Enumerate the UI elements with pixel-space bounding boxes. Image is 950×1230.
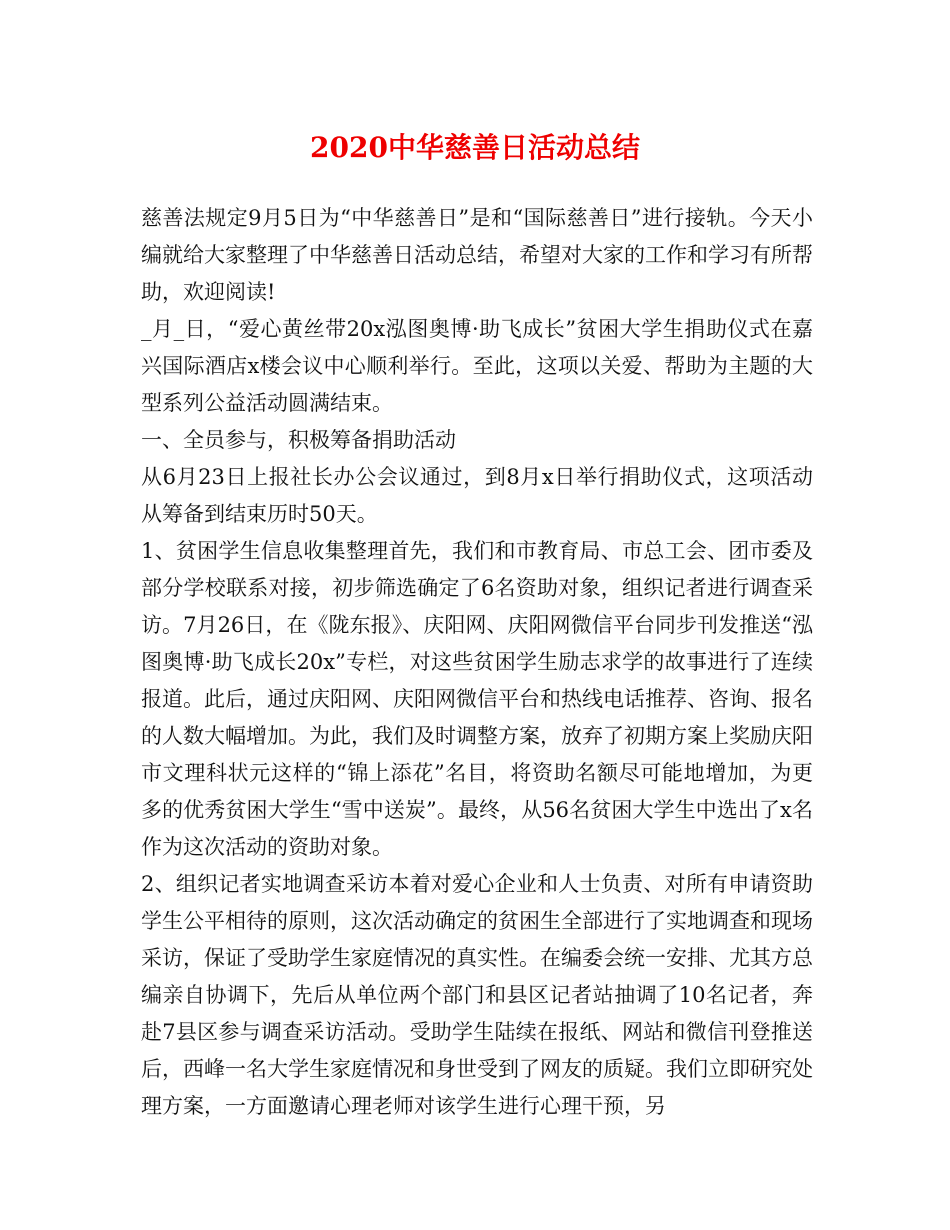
- document-title: 2020中华慈善日活动总结: [310, 131, 640, 164]
- event-paragraph: _月_日，“爱心黄丝带20x泓图奥博·助飞成长”贫困大学生捐助仪式在嘉兴国际酒店x楼会议中心顺利举行。至此，这项以关爱、帮助为主题的大型系列公益活动圆满结束。: [141, 317, 813, 415]
- info-collection-paragraph: 1、贫困学生信息收集整理首先，我们和市教育局、市总工会、团市委及部分学校联系对接，初步筛选确定了6名资助对象，组织记者进行调查采访。7月26日，在《陇东报》、庆阳网、庆阳网微信平台同步刊发推送“泓图奥博·助飞成长20x”专栏，对这些贫困学生励志求学的故事进行了连续报道。此后，通过庆阳网、庆阳网微信平台和热线电话推荐、咨询、报名的人数大幅增加。为此，我们及时调整方案，放弃了初期方案上奖励庆阳市文理科状元这样的“锦上添花”名目，将资助名额尽可能地增加，为更多的优秀贫困大学生“雪中送炭”。最终，从56名贫困大学生中选出了x名作为这次活动的资助对象。: [141, 539, 813, 859]
- intro-paragraph: 慈善法规定9月5日为“中华慈善日”是和“国际慈善日”进行接轨。今天小编就给大家整理了中华慈善日活动总结，希望对大家的工作和学习有所帮助，欢迎阅读!: [141, 206, 813, 304]
- document-body: [141, 200, 813, 1125]
- timeline-paragraph: 从6月23日上报社长办公会议通过，到8月x日举行捐助仪式，这项活动从筹备到结束历时50天。: [141, 465, 813, 526]
- section-heading: 一、全员参与，积极筹备捐助活动: [141, 428, 456, 452]
- field-investigation-paragraph: 2、组织记者实地调查采访本着对爱心企业和人士负责、对所有申请资助学生公平相待的原则，这次活动确定的贫困生全部进行了实地调查和现场采访，保证了受助学生家庭情况的真实性。在编委会统一安排、尤其方总编亲自协调下，先后从单位两个部门和县区记者站抽调了10名记者，奔赴7县区参与调查采访活动。受助学生陆续在报纸、网站和微信刊登推送后，西峰一名大学生家庭情况和身世受到了网友的质疑。我们立即研究处理方案，一方面邀请心理老师对该学生进行心理干预，另: [141, 872, 813, 1118]
